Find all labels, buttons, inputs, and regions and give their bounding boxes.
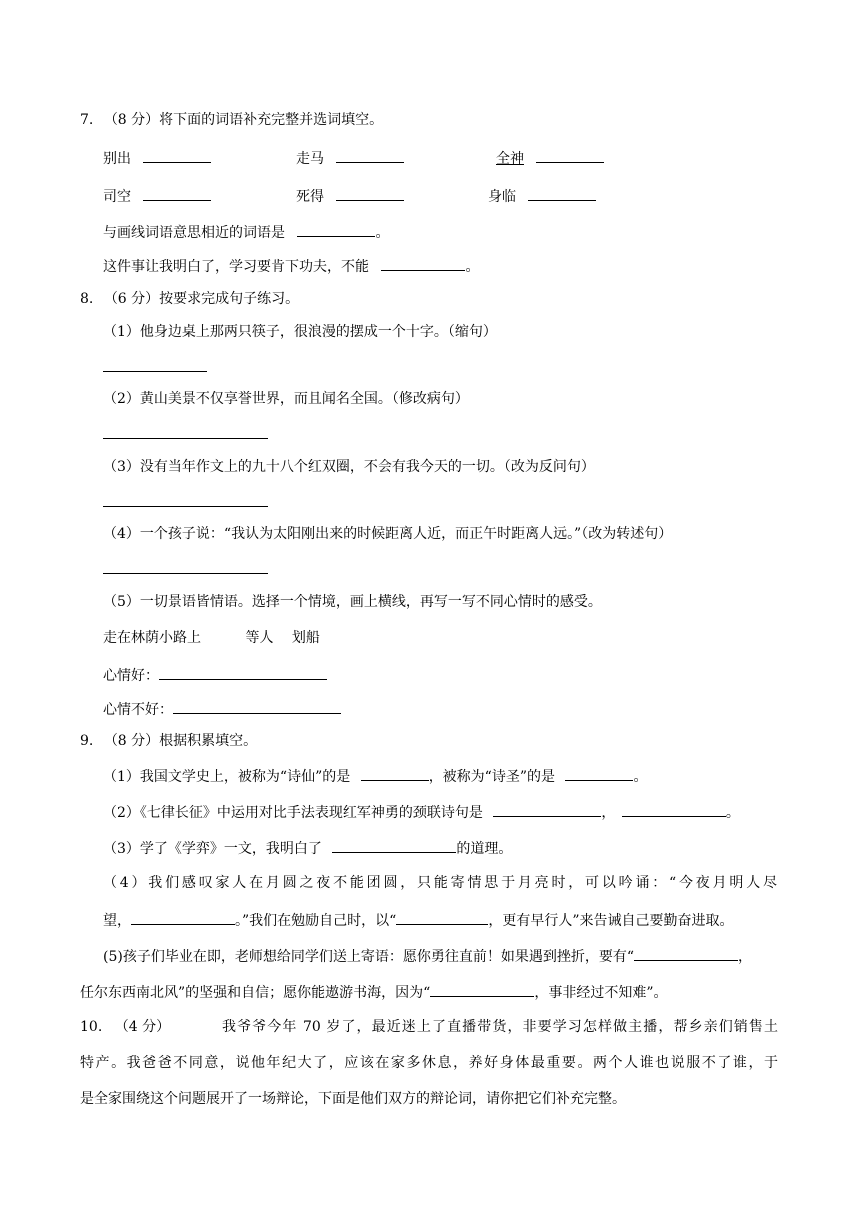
q9-i4-text: ，更有早行人”来告诫自己要勤奋进取。	[488, 913, 734, 929]
q7-word-3	[496, 147, 604, 169]
q10-score: （4 分）	[114, 1019, 171, 1035]
answer-line[interactable]	[103, 423, 268, 439]
answer-blank[interactable]	[634, 945, 738, 961]
q8-scenes	[103, 628, 320, 648]
answer-blank[interactable]	[159, 664, 327, 680]
answer-line[interactable]	[103, 558, 268, 574]
answer-blank[interactable]	[173, 698, 341, 714]
answer-blank[interactable]	[332, 837, 456, 853]
q10-heading	[80, 1017, 170, 1037]
punct: 。	[725, 805, 740, 821]
answer-blank[interactable]	[622, 801, 726, 817]
answer-blank[interactable]	[430, 981, 534, 997]
punct: ，	[738, 949, 752, 965]
answer-blank[interactable]	[536, 147, 604, 163]
answer-blank[interactable]	[131, 909, 235, 925]
q7-word-4	[103, 185, 211, 207]
q9-item-1	[103, 765, 647, 787]
mood-bad-label: 心情不好：	[103, 702, 173, 718]
word-label: 身临	[488, 189, 516, 205]
q9-item-2	[103, 801, 740, 823]
q9-number: 9.	[80, 733, 94, 749]
q8-number: 8.	[80, 291, 94, 307]
q7-word-6	[488, 185, 596, 207]
q8-heading	[80, 289, 299, 309]
q7-heading	[80, 110, 383, 130]
q9-item-5-line1	[103, 945, 752, 967]
answer-line[interactable]	[103, 356, 207, 372]
q9-i4-text: 望，	[103, 913, 131, 929]
answer-blank[interactable]	[143, 147, 211, 163]
q9-i1-text: （1）我国文学史上，被称为“诗仙”的是	[103, 769, 351, 785]
q10-number: 10.	[80, 1019, 103, 1035]
punct: 。	[465, 259, 480, 275]
q9-i5-text: (5)孩子们毕业在即，老师想给同学们送上寄语：愿你勇往直前！如果遇到挫折，要有“	[103, 949, 634, 965]
q9-i1-text: ，被称为“诗圣”的是	[428, 769, 556, 785]
mood-good-row	[103, 664, 327, 686]
q8-item-3: （3）没有当年作文上的九十八个红双圈，不会有我今天的一切。（改为反问句）	[103, 459, 595, 475]
word-label: 别出	[103, 151, 131, 167]
q9-i5-text: 任尔东西南北风”的坚强和自信；愿你能遨游书海，因为“	[80, 985, 431, 1001]
q8-item-2: （2）黄山美景不仅享誉世界，而且闻名全国。（修改病句）	[103, 391, 469, 407]
mood-bad-row	[103, 698, 341, 720]
q8-item-5: （5）一切景语皆情语。选择一个情境，画上横线，再写一写不同心情时的感受。	[103, 594, 602, 610]
q7-line2-text: 这件事让我明白了，学习要肯下功夫，不能	[103, 259, 369, 275]
q7-word-5	[296, 185, 404, 207]
q8-item-1: （1）他身边桌上那两只筷子，很浪漫的摆成一个十字。（缩句）	[103, 324, 497, 340]
answer-blank[interactable]	[336, 185, 404, 201]
q9-i3-text: （3）学了《学弈》一文，我明白了	[103, 841, 322, 857]
word-label: 司空	[103, 189, 131, 205]
q8-stem: （6 分）按要求完成句子练习。	[103, 291, 300, 307]
answer-blank[interactable]	[361, 765, 429, 781]
answer-blank[interactable]	[565, 765, 633, 781]
punct: 。	[375, 225, 390, 241]
answer-blank[interactable]	[381, 255, 465, 271]
q7-number: 7.	[80, 112, 94, 128]
answer-blank[interactable]	[336, 147, 404, 163]
answer-blank[interactable]	[396, 909, 488, 925]
q7-line1	[103, 221, 389, 243]
punct: ，	[601, 805, 616, 821]
punct: 。	[633, 769, 648, 785]
answer-blank[interactable]	[297, 221, 375, 237]
q9-i2-text: （2）《七律长征》中运用对比手法表现红军神勇的颈联诗句是	[103, 805, 483, 821]
q9-i4-text: 。”我们在勉励自己时，以“	[235, 913, 397, 929]
q9-i3-text: 的道理。	[456, 841, 513, 857]
q10-line1: 我爷爷今年 70 岁了，最近迷上了直播带货，非要学习怎样做主播，帮乡亲们销售土	[222, 1019, 778, 1035]
scene-option[interactable]: 走在林荫小路上	[103, 630, 201, 646]
q7-line1-text: 与画线词语意思相近的词语是	[103, 225, 285, 241]
q9-stem: （8 分）根据积累填空。	[103, 733, 258, 749]
mood-good-label: 心情好：	[103, 668, 159, 684]
word-label: 死得	[296, 189, 324, 205]
q10-line3: 是全家围绕这个问题展开了一场辩论，下面是他们双方的辩论词，请你把它们补充完整。	[80, 1091, 626, 1107]
q7-word-2	[296, 147, 404, 169]
q10-line2: 特产。我爸爸不同意，说他年纪大了，应该在家多休息，养好身体最重要。两个人谁也说服不了谁，于	[80, 1055, 778, 1071]
answer-blank[interactable]	[528, 185, 596, 201]
q9-item-3	[103, 837, 512, 859]
q9-heading	[80, 731, 257, 751]
q7-line2	[103, 255, 479, 277]
q9-item-4-line2	[103, 909, 733, 931]
q9-i5-text: ，事非经过不知难”。	[534, 985, 668, 1001]
q7-word-1	[103, 147, 211, 169]
scene-option[interactable]: 划船	[291, 630, 320, 646]
q7-stem: （8 分）将下面的词语补充完整并选词填空。	[103, 112, 384, 128]
q9-item-5-line2	[80, 981, 668, 1003]
answer-blank[interactable]	[493, 801, 601, 817]
scene-option[interactable]: 等人	[245, 630, 274, 646]
q9-item-4-line1: （4）我们感叹家人在月圆之夜不能团圆，只能寄情思于月亮时，可以吟诵：“今夜月明人尽	[103, 875, 777, 891]
answer-line[interactable]	[103, 491, 268, 507]
word-label: 走马	[296, 151, 324, 167]
answer-blank[interactable]	[143, 185, 211, 201]
q8-item-4: （4）一个孩子说：“我认为太阳刚出来的时候距离人近，而正午时距离人远。”（改为转述句）	[103, 526, 673, 542]
underlined-word: 全神	[496, 151, 524, 167]
